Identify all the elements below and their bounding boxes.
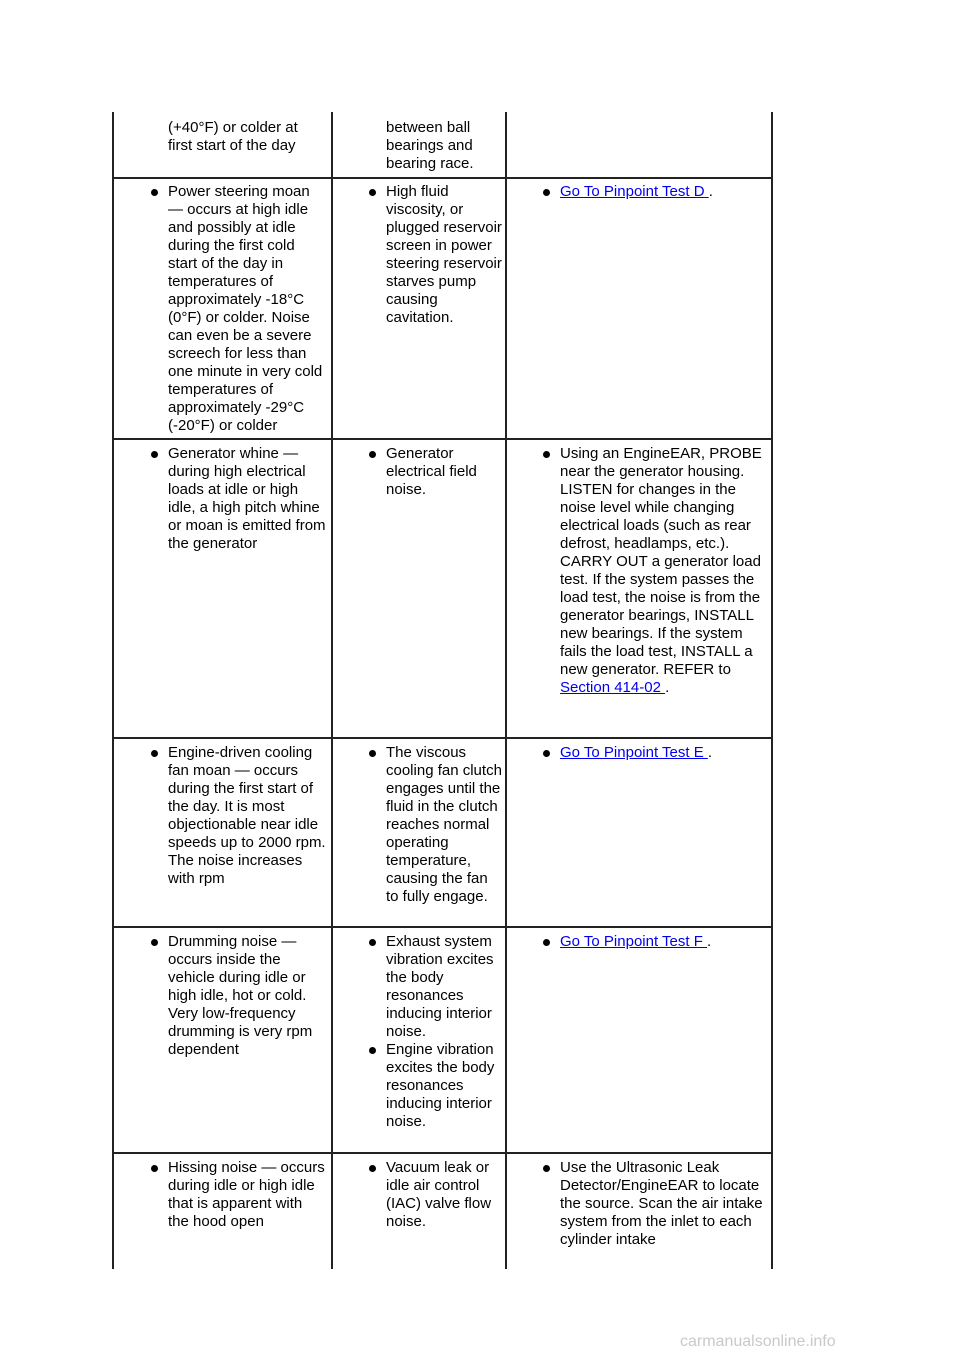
table-border-right: [771, 112, 773, 1269]
bullet-icon: [369, 1047, 376, 1054]
row-separator: [112, 926, 773, 928]
symptom-text: Drumming noise — occurs inside the vehicle during idle or high idle, hot or cold. Very low-frequency drumming is very rpm dependent: [168, 933, 313, 1058]
row-separator: [112, 177, 773, 179]
source-text: Generator electrical field noise.: [386, 445, 477, 498]
source-cell: [386, 119, 504, 173]
source-text: Exhaust system vibration excites the body resonances inducing interior noise.: [386, 933, 494, 1040]
source-text: between ball bearings and bearing race.: [386, 119, 474, 172]
symptom-text: Hissing noise — occurs during idle or high idle that is apparent with the hood open: [168, 1159, 325, 1230]
link-suffix: .: [707, 744, 713, 761]
table-divider-1: [331, 112, 333, 1269]
bullet-icon: [543, 451, 550, 458]
symptom-cell: [168, 445, 326, 553]
bullet-icon: [543, 1165, 550, 1172]
table-border-left: [112, 112, 114, 1269]
row-separator: [112, 438, 773, 440]
action-cell: [560, 933, 770, 951]
row-separator: [112, 737, 773, 739]
symptom-text: Engine-driven cooling fan moan — occurs during the first start of the day. It is most objectionable near idle speeds up to 2000 rpm. The noise increases with rpm: [168, 744, 326, 887]
bullet-icon: [543, 939, 550, 946]
row-separator: [112, 1152, 773, 1154]
bullet-icon: [369, 189, 376, 196]
symptom-text: Power steering moan — occurs at high idle and possibly at idle during the first cold start of the day in temperatures of approximately -18°C (0°F) or colder. Noise can even be a severe screech for less than one minute in very cold temperatures of approximately -29°C (-20°F) or colder: [168, 183, 323, 434]
source-text: The viscous cooling fan clutch engages until the fluid in the clutch reaches normal operating temperature, causing the fan to fully engage.: [386, 744, 502, 905]
bullet-icon: [151, 189, 158, 196]
source-cell: [386, 445, 504, 499]
symptom-cell: [168, 119, 326, 155]
source-cell: [386, 1159, 504, 1231]
source-cell: [386, 183, 504, 327]
bullet-icon: [543, 189, 550, 196]
symptom-cell: [168, 933, 326, 1059]
pinpoint-test-d-link[interactable]: Go To Pinpoint Test D: [560, 183, 709, 200]
symptom-text: (+40°F) or colder at first start of the day: [168, 119, 298, 154]
link-suffix: .: [708, 183, 713, 200]
source-cell: [386, 933, 504, 1131]
link-suffix: .: [665, 679, 670, 696]
source-cell: [386, 744, 504, 906]
action-cell: [560, 744, 770, 762]
bullet-icon: [543, 750, 550, 757]
bullet-icon: [151, 750, 158, 757]
bullet-icon: [369, 1165, 376, 1172]
symptom-text: Generator whine — during high electrical loads at idle or high idle, a high pitch whine or moan is emitted from the generator: [168, 445, 326, 552]
source-text: High fluid viscosity, or plugged reservoir screen in power steering reservoir starves pump causing cavitation.: [386, 183, 502, 326]
watermark-footer: carmanualsonline.info: [680, 1333, 836, 1350]
link-suffix: .: [707, 933, 712, 950]
action-cell: [560, 183, 770, 201]
action-text: Using an EngineEAR, PROBE near the generator housing. LISTEN for changes in the noise level while changing electrical loads (such as rear defrost, headlamps, etc.). CARRY OUT a generator load test. If the system passes the load test, the noise is from the generator bearings, INSTALL new bearings. If the system fails the load test, INSTALL a new generator. REFER to: [560, 445, 762, 678]
symptom-cell: [168, 183, 326, 435]
source-text: Vacuum leak or idle air control (IAC) valve flow noise.: [386, 1159, 492, 1230]
bullet-icon: [369, 451, 376, 458]
symptom-cell: [168, 744, 326, 888]
bullet-icon: [151, 451, 158, 458]
pinpoint-test-f-link[interactable]: Go To Pinpoint Test F: [560, 933, 708, 950]
table-divider-2: [505, 112, 507, 1269]
symptom-cell: [168, 1159, 326, 1231]
pinpoint-test-e-link[interactable]: Go To Pinpoint Test E: [560, 744, 708, 761]
source-text: Engine vibration excites the body resonances inducing interior noise.: [386, 1041, 495, 1130]
bullet-icon: [151, 1165, 158, 1172]
action-cell: [560, 445, 770, 697]
bullet-icon: [369, 939, 376, 946]
bullet-icon: [369, 750, 376, 757]
action-text: Use the Ultrasonic Leak Detector/EngineEAR to locate the source. Scan the air intake system from the inlet to each cylinder intake: [560, 1159, 763, 1248]
section-414-02-link[interactable]: Section 414-02: [560, 679, 666, 696]
action-cell: [560, 1159, 770, 1249]
bullet-icon: [151, 939, 158, 946]
